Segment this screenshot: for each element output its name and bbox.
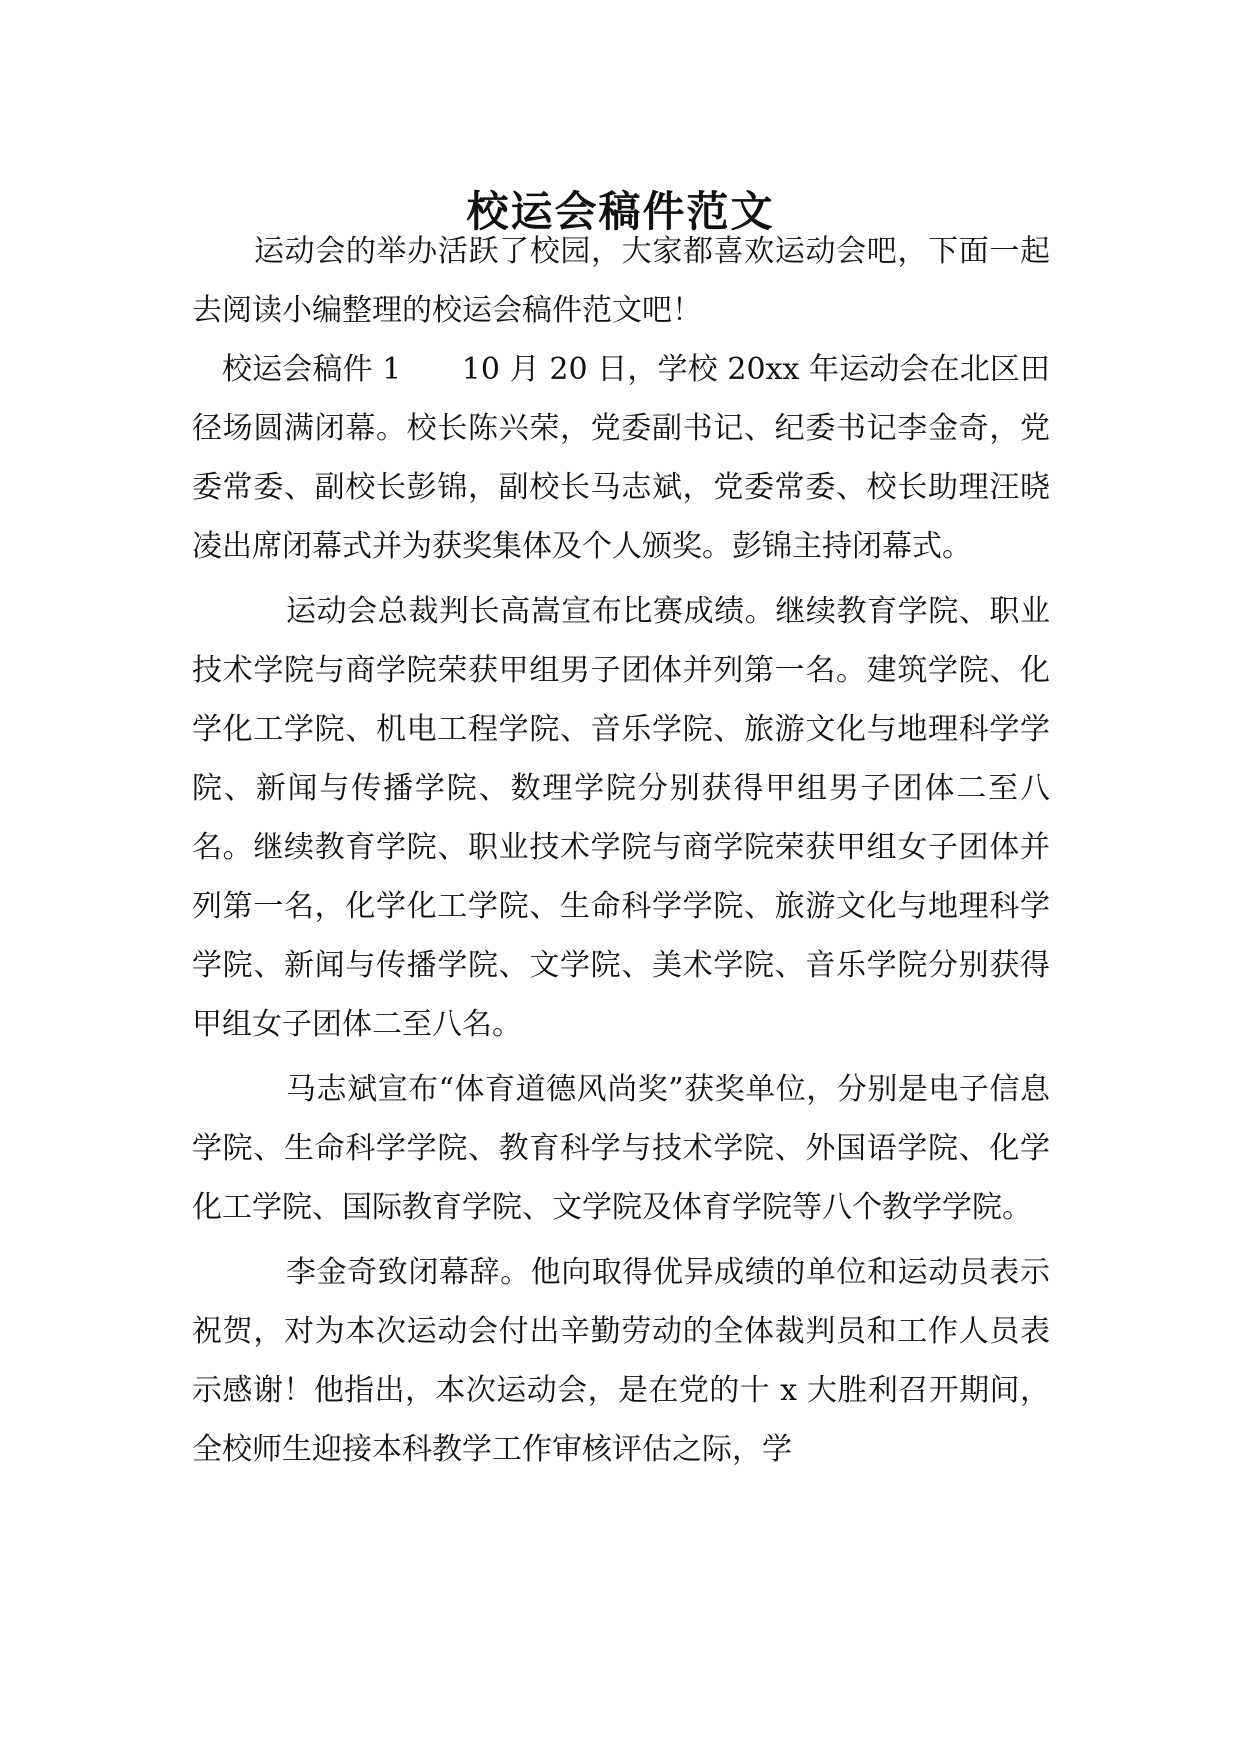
- document-body: [192, 222, 1050, 1479]
- award-paragraph: 马志斌宣布“体育道德风尚奖”获奖单位，分别是电子信息学院、生命科学学院、教育科学与技术学院、外国语学院、化学化工学院、国际教育学院、文学院及体育学院等八个教学学院。: [192, 1072, 1050, 1225]
- article-1-paragraph: 校运会稿件 1 10 月 20 日，学校 20xx 年运动会在北区田径场圆满闭幕。校长陈兴荣，党委副书记、纪委书记李金奇，党委常委、副校长彭锦，副校长马志斌，党委常委、校长助理汪晓凌出席闭幕式并为获奖集体及个人颁奖。彭锦主持闭幕式。: [192, 352, 1050, 564]
- document-title: 校运会稿件范文: [466, 187, 775, 237]
- intro-paragraph: 运动会的举办活跃了校园，大家都喜欢运动会吧，下面一起去阅读小编整理的校运会稿件范文吧！: [192, 234, 1050, 328]
- results-paragraph: 运动会总裁判长高嵩宣布比赛成绩。继续教育学院、职业技术学院与商学院荣获甲组男子团体并列第一名。建筑学院、化学化工学院、机电工程学院、音乐学院、旅游文化与地理科学学院、新闻与传播学院、数理学院分别获得甲组男子团体二至八名。继续教育学院、职业技术学院与商学院荣获甲组女子团体并列第一名，化学化工学院、生命科学学院、旅游文化与地理科学学院、新闻与传播学院、文学院、美术学院、音乐学院分别获得甲组女子团体二至八名。: [192, 594, 1050, 1042]
- closing-speech-paragraph: 李金奇致闭幕辞。他向取得优异成绩的单位和运动员表示祝贺，对为本次运动会付出辛勤劳动的全体裁判员和工作人员表示感谢！他指出，本次运动会，是在党的十 x 大胜利召开期间，全校师生迎接本科教学工作审核评估之际，学: [192, 1255, 1050, 1467]
